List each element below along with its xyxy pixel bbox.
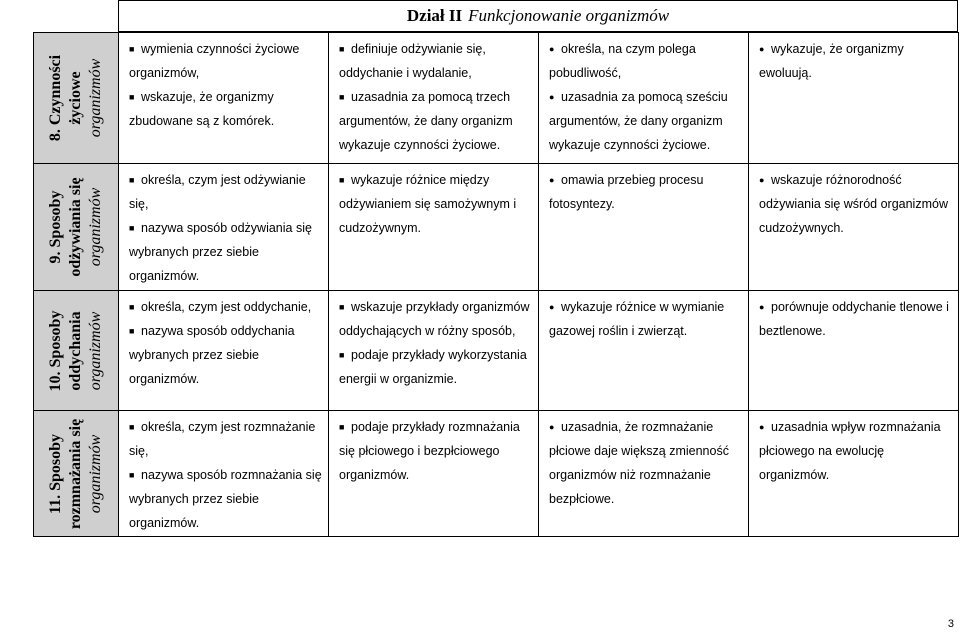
requirement-cell xyxy=(329,411,539,537)
requirement-item xyxy=(129,37,322,85)
circle-bullet-icon: ● xyxy=(549,175,555,185)
square-bullet-icon: ■ xyxy=(339,422,345,432)
requirement-text: podaje przykłady wykorzystania energii w organizmie. xyxy=(339,348,527,386)
requirement-text: nazywa sposób oddychania wybranych przez siebie organizmów. xyxy=(129,324,295,386)
requirement-cell xyxy=(119,33,329,164)
requirement-text: podaje przykłady rozmnażania się płciowego i bezpłciowego organizmów. xyxy=(339,420,520,482)
section-title-line: organizmów xyxy=(87,434,104,513)
requirement-text: wykazuje różnice w wymianie gazowej roślin i zwierząt. xyxy=(549,300,725,338)
section-title-line: odżywiania się xyxy=(67,177,84,277)
square-bullet-icon: ■ xyxy=(129,44,135,54)
square-bullet-icon: ■ xyxy=(129,175,135,185)
square-bullet-icon: ■ xyxy=(129,223,135,233)
requirement-item xyxy=(129,319,322,391)
square-bullet-icon: ■ xyxy=(339,92,345,102)
section-title-line: organizmów xyxy=(87,311,104,390)
circle-bullet-icon: ● xyxy=(549,92,555,102)
requirement-cell xyxy=(539,164,749,291)
requirement-text: definiuje odżywianie się, oddychanie i wydalanie, xyxy=(339,42,486,80)
requirements-table xyxy=(33,410,959,537)
requirement-item xyxy=(129,85,322,133)
requirements-table xyxy=(33,290,959,411)
requirement-text: wykazuje różnice między odżywianiem się samożywnym i cudzożywnym. xyxy=(339,173,517,235)
requirement-item xyxy=(129,463,322,535)
requirement-cell xyxy=(749,411,959,537)
section-title-line: rozmnażania się xyxy=(67,418,84,529)
requirements-table xyxy=(33,163,959,291)
requirement-item xyxy=(759,37,952,85)
requirement-text: uzasadnia wpływ rozmnażania płciowego na ewolucję organizmów. xyxy=(759,420,941,482)
requirement-cell xyxy=(329,33,539,164)
square-bullet-icon: ■ xyxy=(339,175,345,185)
section-title xyxy=(46,310,106,391)
requirement-item xyxy=(339,295,532,343)
requirement-item xyxy=(549,168,742,216)
requirement-text: wskazuje przykłady organizmów oddychających w różny sposób, xyxy=(339,300,530,338)
section-title-line: życiowe xyxy=(67,71,84,125)
requirement-text: uzasadnia za pomocą trzech argumentów, że dany organizm wykazuje czynności życiowe. xyxy=(339,90,513,152)
requirement-item xyxy=(549,295,742,343)
requirement-item xyxy=(129,168,322,216)
circle-bullet-icon: ● xyxy=(549,422,555,432)
section-title-line: 8. Czynności xyxy=(47,54,64,142)
section-cell xyxy=(34,411,119,537)
requirement-cell xyxy=(539,33,749,164)
section-cell xyxy=(34,164,119,291)
requirement-cell xyxy=(119,291,329,411)
requirement-cell xyxy=(119,411,329,537)
requirement-cell xyxy=(539,411,749,537)
requirement-text: wskazuje, że organizmy zbudowane są z komórek. xyxy=(129,90,275,128)
requirement-item xyxy=(129,216,322,288)
requirement-item xyxy=(129,415,322,463)
requirement-text: uzasadnia, że rozmnażanie płciowe daje większą zmienność organizmów niż rozmnażanie bezpłciowe. xyxy=(549,420,729,506)
requirement-item xyxy=(549,37,742,85)
circle-bullet-icon: ● xyxy=(759,422,765,432)
square-bullet-icon: ■ xyxy=(339,350,345,360)
requirement-cell xyxy=(329,291,539,411)
requirement-item xyxy=(549,415,742,511)
requirement-item xyxy=(129,295,322,319)
requirement-text: wykazuje, że organizmy ewoluują. xyxy=(759,42,904,80)
requirement-cell xyxy=(329,164,539,291)
requirement-cell xyxy=(119,164,329,291)
circle-bullet-icon: ● xyxy=(759,302,765,312)
requirement-item xyxy=(339,343,532,391)
requirement-cell xyxy=(539,291,749,411)
requirement-text: porównuje oddychanie tlenowe i beztlenowe. xyxy=(759,300,949,338)
section-title-line: 11. Sposoby xyxy=(47,433,64,514)
requirements-table xyxy=(33,32,959,164)
section-title-line: 9. Sposoby xyxy=(47,190,64,264)
requirement-cell xyxy=(749,291,959,411)
requirement-item xyxy=(339,37,532,85)
section-header xyxy=(118,0,958,32)
requirement-text: określa, czym jest odżywianie się, xyxy=(129,173,306,211)
requirement-text: określa, na czym polega pobudliwość, xyxy=(549,42,696,80)
square-bullet-icon: ■ xyxy=(129,326,135,336)
requirement-item xyxy=(339,168,532,240)
requirement-text: omawia przebieg procesu fotosyntezy. xyxy=(549,173,704,211)
requirement-text: wskazuje różnorodność odżywiania się wśród organizmów cudzożywnych. xyxy=(759,173,948,235)
requirement-text: wymienia czynności życiowe organizmów, xyxy=(129,42,300,80)
square-bullet-icon: ■ xyxy=(129,470,135,480)
requirement-text: określa, czym jest rozmnażanie się, xyxy=(129,420,316,458)
requirement-item xyxy=(549,85,742,157)
section-title-line: organizmów xyxy=(87,58,104,138)
table-row xyxy=(34,411,959,537)
section-cell xyxy=(34,33,119,164)
section-title xyxy=(46,55,106,141)
requirement-item xyxy=(339,415,532,487)
table-row xyxy=(34,33,959,164)
square-bullet-icon: ■ xyxy=(129,92,135,102)
part-label: Dział II xyxy=(406,6,463,25)
square-bullet-icon: ■ xyxy=(339,44,345,54)
square-bullet-icon: ■ xyxy=(129,422,135,432)
circle-bullet-icon: ● xyxy=(549,302,555,312)
requirement-item xyxy=(759,168,952,240)
section-cell xyxy=(34,291,119,411)
square-bullet-icon: ■ xyxy=(129,302,135,312)
requirement-item xyxy=(759,295,952,343)
requirement-text: określa, czym jest oddychanie, xyxy=(141,300,312,314)
section-title xyxy=(46,177,106,276)
section-title-line: 10. Sposoby xyxy=(47,310,64,391)
requirement-text: uzasadnia za pomocą sześciu argumentów, że dany organizm wykazuje czynności życiowe. xyxy=(549,90,728,152)
requirement-text: nazywa sposób rozmnażania się wybranych przez siebie organizmów. xyxy=(129,468,322,530)
section-title xyxy=(46,418,106,528)
section-title-line: organizmów xyxy=(87,187,104,267)
requirement-cell xyxy=(749,164,959,291)
part-title: Funkcjonowanie organizmów xyxy=(468,6,670,25)
circle-bullet-icon: ● xyxy=(759,175,765,185)
requirement-item xyxy=(759,415,952,487)
requirement-item xyxy=(339,85,532,157)
requirement-text: nazywa sposób odżywiania się wybranych przez siebie organizmów. xyxy=(129,221,312,283)
table-row xyxy=(34,291,959,411)
section-title-line: oddychania xyxy=(67,310,84,391)
table-row xyxy=(34,164,959,291)
square-bullet-icon: ■ xyxy=(339,302,345,312)
circle-bullet-icon: ● xyxy=(549,44,555,54)
page-number: 3 xyxy=(947,618,954,630)
circle-bullet-icon: ● xyxy=(759,44,765,54)
requirement-cell xyxy=(749,33,959,164)
